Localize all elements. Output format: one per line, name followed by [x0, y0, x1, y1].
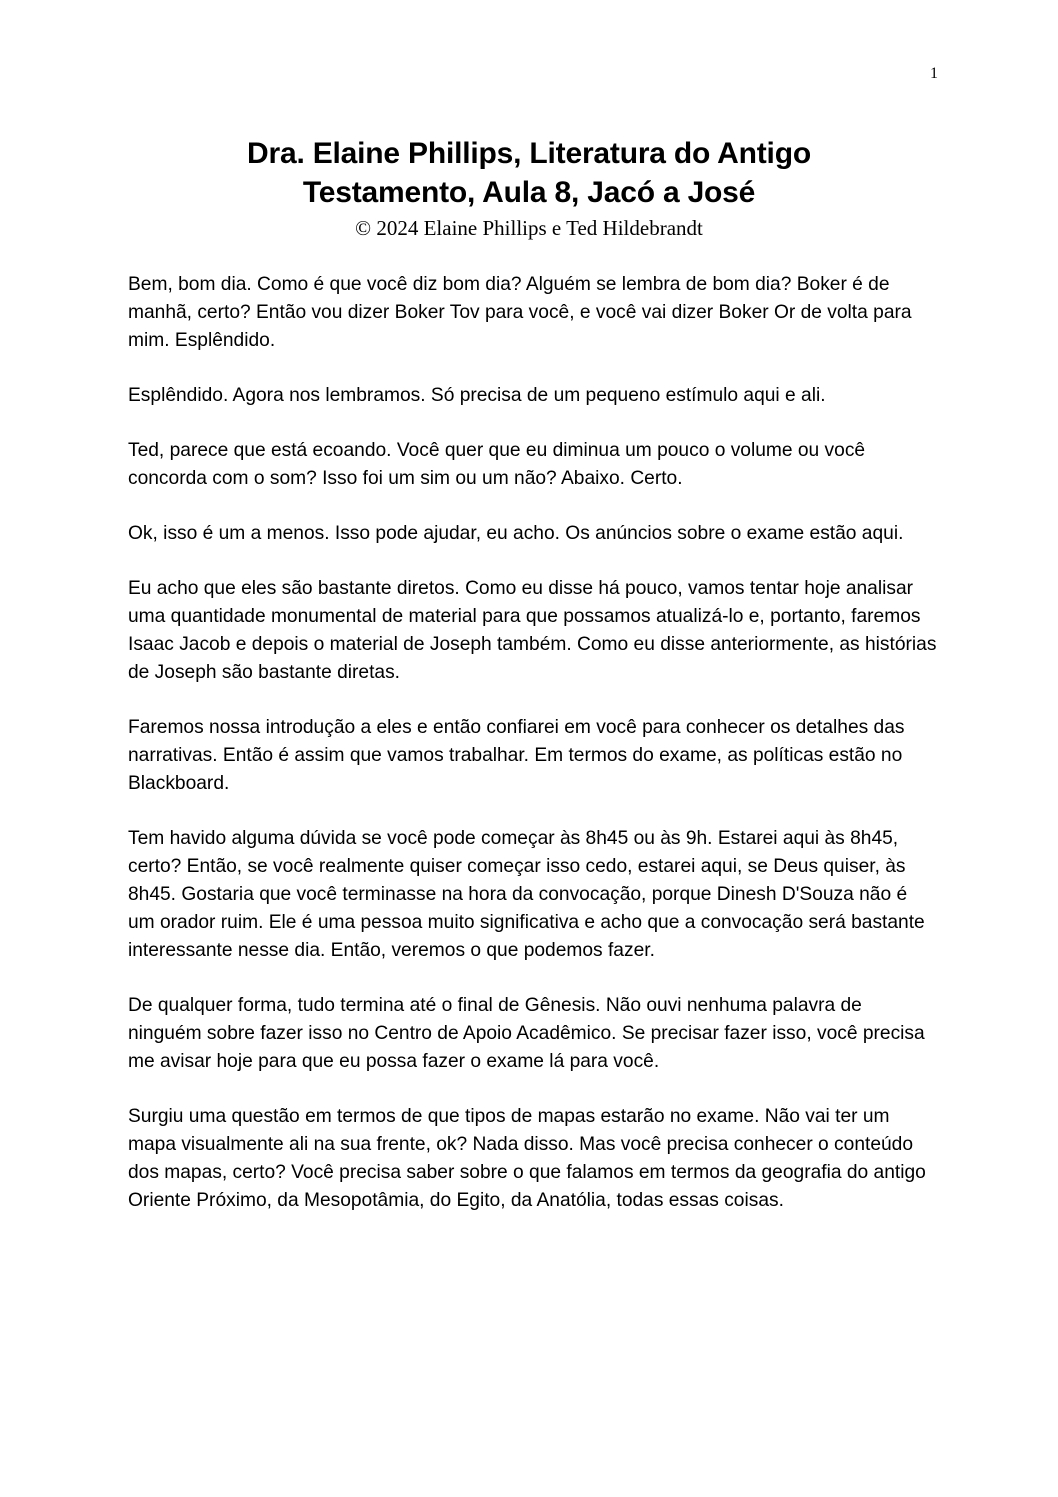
- paragraph: Eu acho que eles são bastante diretos. Como eu disse há pouco, vamos tentar hoje analisar uma quantidade monumental de material para que possamos atualizá-lo e, portanto, faremos Isaac Jacob e depois o material de Joseph também. Como eu disse anteriormente, as histórias de Joseph são bastante diretas.: [128, 578, 937, 683]
- paragraph: Tem havido alguma dúvida se você pode começar às 8h45 ou às 9h. Estarei aqui às 8h45, certo? Então, se você realmente quiser começar isso cedo, estarei aqui, se Deus quiser, às 8h45. Gostaria que você terminasse na hora da convocação, porque Dinesh D'Souza não é um orador ruim. Ele é uma pessoa muito significativa e acho que a convocação será bastante interessante nesse dia. Então, veremos o que podemos fazer.: [128, 828, 925, 961]
- document-body: [128, 271, 938, 1242]
- copyright-line: © 2024 Elaine Phillips e Ted Hildebrandt: [355, 216, 703, 240]
- document-header: [100, 134, 958, 240]
- document-title: [100, 134, 958, 212]
- paragraph: Bem, bom dia. Como é que você diz bom dia? Alguém se lembra de bom dia? Boker é de manhã, certo? Então vou dizer Boker Tov para você, e você vai dizer Boker Or de volta para mim. Esplêndido.: [128, 274, 912, 351]
- paragraph: De qualquer forma, tudo termina até o final de Gênesis. Não ouvi nenhuma palavra de ninguém sobre fazer isso no Centro de Apoio Acadêmico. Se precisar fazer isso, você precisa me avisar hoje para que eu possa fazer o exame lá para você.: [128, 995, 925, 1072]
- paragraph: Ted, parece que está ecoando. Você quer que eu diminua um pouco o volume ou você concorda com o som? Isso foi um sim ou um não? Abaixo. Certo.: [128, 440, 866, 489]
- title-line-1: Dra. Elaine Phillips, Literatura do Antigo: [247, 137, 811, 170]
- paragraph: Esplêndido. Agora nos lembramos. Só precisa de um pequeno estímulo aqui e ali.: [128, 385, 826, 406]
- paragraph: Ok, isso é um a menos. Isso pode ajudar, eu acho. Os anúncios sobre o exame estão aqui.: [128, 523, 904, 544]
- paragraph: Surgiu uma questão em termos de que tipos de mapas estarão no exame. Não vai ter um mapa visualmente ali na sua frente, ok? Nada disso. Mas você precisa conhecer o conteúdo dos mapas, certo? Você precisa saber sobre o que falamos em termos da geografia do antigo Oriente Próximo, da Mesopotâmia, do Egito, da Anatólia, todas essas coisas.: [128, 1106, 926, 1211]
- title-line-2: Testamento, Aula 8, Jacó a José: [302, 176, 756, 209]
- page-number: 1: [930, 65, 938, 82]
- paragraph: Faremos nossa introdução a eles e então confiarei em você para conhecer os detalhes das narrativas. Então é assim que vamos trabalhar. Em termos do exame, as políticas estão no Blackboard.: [128, 717, 905, 794]
